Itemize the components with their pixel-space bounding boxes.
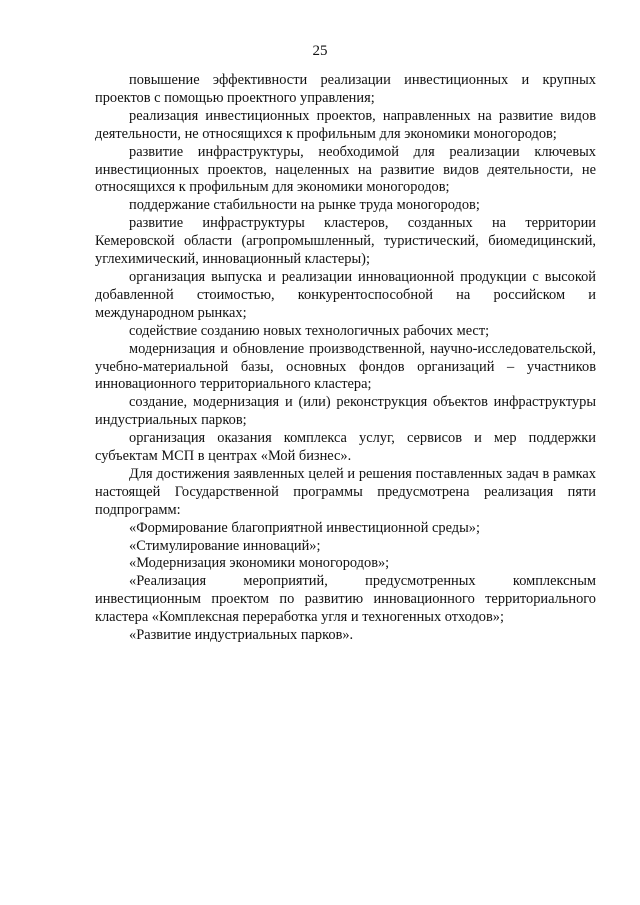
paragraph-subprogram-monotowns: «Модернизация экономики моногородов»; bbox=[129, 555, 390, 572]
body-text bbox=[95, 72, 596, 645]
paragraph-goal-innovative-products: организация выпуска и реализации инновационной продукции с высокой добавленной стоимостью, конкурентоспособной на российском и международном рынках; bbox=[95, 268, 596, 321]
paragraph-subprogram-industrial-parks: «Развитие индустриальных парков». bbox=[129, 627, 354, 644]
paragraph-goal-infrastructure: развитие инфраструктуры, необходимой для реализации ключевых инвестиционных проектов, нацеленных на развитие видов деятельности, не относящихся к профильным для экономики моногородов; bbox=[95, 143, 596, 196]
paragraph-goal-msp-support: организация оказания комплекса услуг, сервисов и мер поддержки субъектам МСП в центрах «Мой бизнес». bbox=[95, 430, 596, 465]
paragraph-goal-modernization: модернизация и обновление производственной, научно-исследовательской, учебно-материальной базы, основных фондов организаций – участников инновационного территориального кластера; bbox=[95, 340, 596, 393]
paragraph-goal-industrial-parks-infrastructure: создание, модернизация и (или) реконструкция объектов инфраструктуры индустриальных парков; bbox=[95, 394, 596, 429]
page-number: 25 bbox=[312, 43, 328, 59]
paragraph-goal-project-management: повышение эффективности реализации инвестиционных и крупных проектов с помощью проектного управления; bbox=[95, 72, 596, 106]
paragraph-goal-new-jobs: содействие созданию новых технологичных рабочих мест; bbox=[129, 322, 490, 339]
paragraph-subprograms-intro: Для достижения заявленных целей и решения поставленных задач в рамках настоящей Государственной программы предусмотрена реализация пяти подпрограмм: bbox=[95, 465, 596, 518]
paragraph-subprogram-investment-climate: «Формирование благоприятной инвестиционной среды»; bbox=[129, 519, 480, 536]
paragraph-goal-labor-market: поддержание стабильности на рынке труда моногородов; bbox=[129, 197, 480, 214]
paragraph-subprogram-cluster-project: «Реализация мероприятий, предусмотренных комплексным инвестиционным проектом по развитию инновационного территориального кластера «Комплексная переработка угля и техногенных отходов»; bbox=[95, 573, 596, 626]
paragraph-goal-clusters: развитие инфраструктуры кластеров, созданных на территории Кемеровской области (агропромышленный, туристический, биомедицинский, углехимический, инновационный кластеры); bbox=[95, 215, 596, 268]
paragraph-goal-investment-projects: реализация инвестиционных проектов, направленных на развитие видов деятельности, не относящихся к профильным для экономики моногородов; bbox=[95, 107, 596, 142]
paragraph-subprogram-innovation: «Стимулирование инноваций»; bbox=[129, 537, 321, 554]
